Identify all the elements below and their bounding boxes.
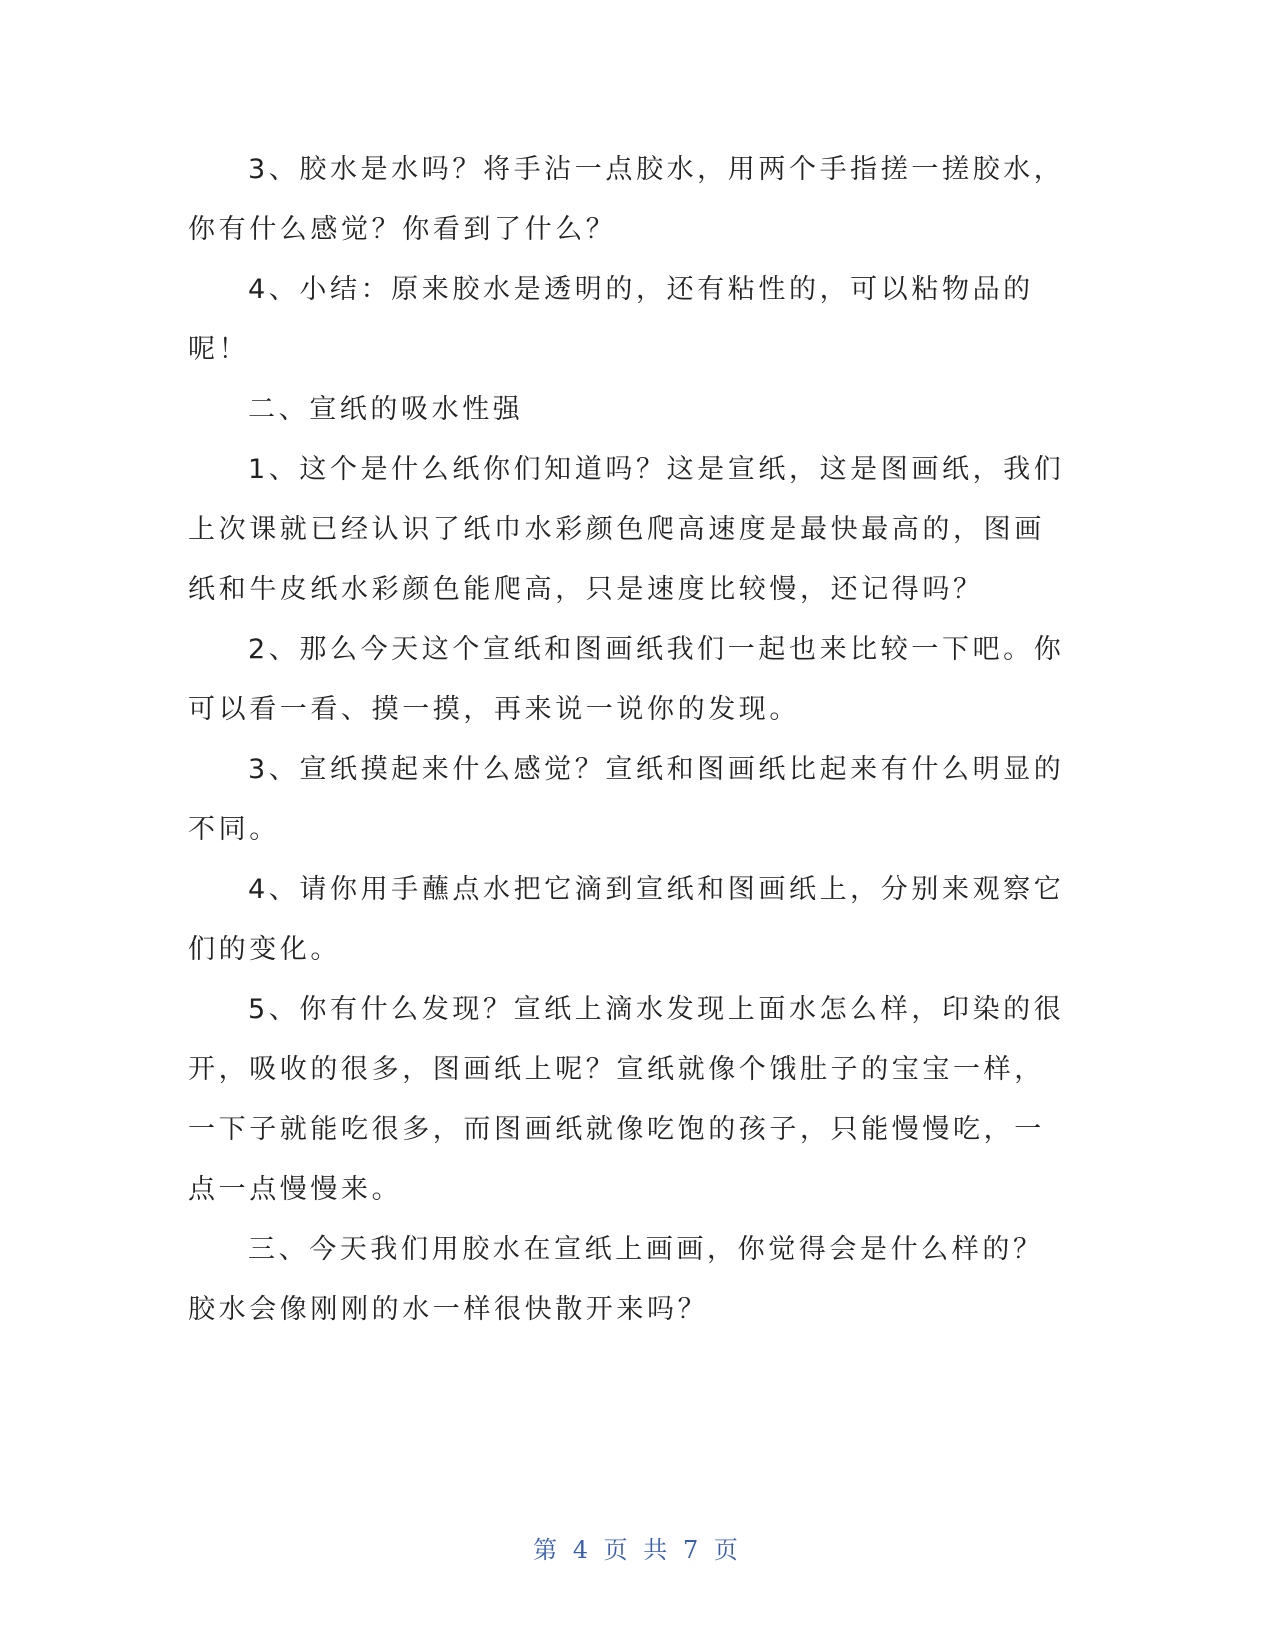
paragraph-4-summary: 4、小结：原来胶水是透明的，还有粘性的，可以粘物品的呢！ [188, 274, 1034, 365]
section-heading-glue-painting: 三、今天我们用胶水在宣纸上画画，你觉得会是什么样的？胶水会像刚刚的水一样很快散开来吗？ [188, 1234, 1044, 1325]
paragraph-4-water-drop: 4、请你用手蘸点水把它滴到宣纸和图画纸上，分别来观察它们的变化。 [188, 874, 1065, 965]
paragraph-2-compare: 2、那么今天这个宣纸和图画纸我们一起也来比较一下吧。你可以看一看、摸一摸，再来说一说你的发现。 [188, 634, 1065, 725]
page-number-footer: 第 4 页 共 7 页 [533, 1536, 742, 1564]
document-body [188, 140, 1068, 1340]
paragraph-3-glue-question: 3、胶水是水吗？将手沾一点胶水，用两个手指搓一搓胶水，你有什么感觉？你看到了什么？ [188, 154, 1065, 245]
section-heading-rice-paper: 二、宣纸的吸水性强 [248, 394, 524, 425]
paragraph-5-findings: 5、你有什么发现？宣纸上滴水发现上面水怎么样，印染的很开，吸收的很多，图画纸上呢？宣纸就像个饿肚子的宝宝一样，一下子就能吃很多，而图画纸就像吃饱的孩子，只能慢慢吃，一点一点慢慢来。 [188, 994, 1065, 1205]
paragraph-3-feel: 3、宣纸摸起来什么感觉？宣纸和图画纸比起来有什么明显的不同。 [188, 754, 1065, 845]
paragraph-1-paper-types: 1、这个是什么纸你们知道吗？这是宣纸，这是图画纸，我们上次课就已经认识了纸巾水彩颜色爬高速度是最快最高的，图画纸和牛皮纸水彩颜色能爬高，只是速度比较慢，还记得吗？ [188, 454, 1065, 605]
